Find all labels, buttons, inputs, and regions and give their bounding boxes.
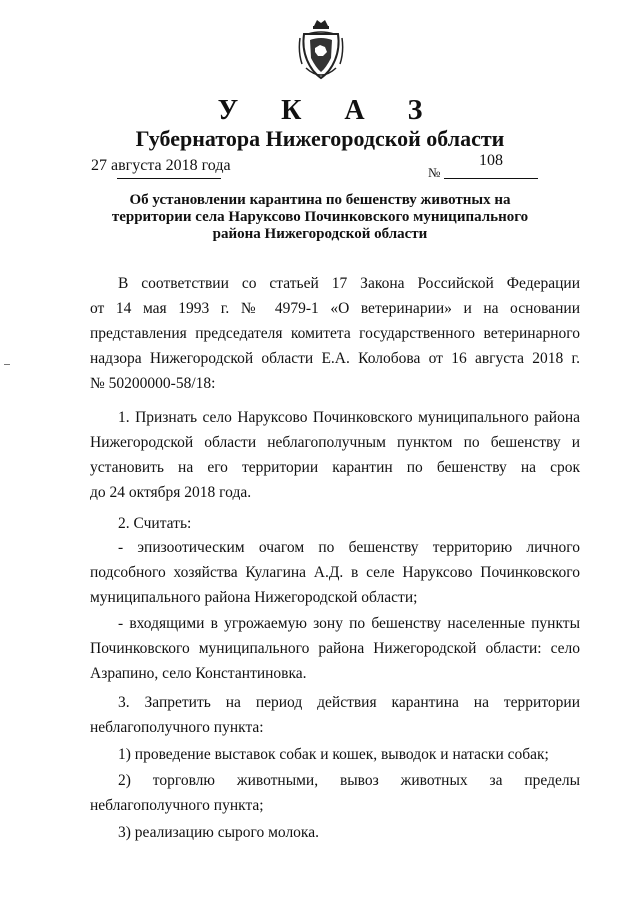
item3-1-line: 1) проведение выставок собак и кошек, выводок и натаски собак; <box>118 746 549 763</box>
preamble-line: представления председателя комитета государственного ветеринарного <box>90 325 580 342</box>
item2a-line: муниципального района Нижегородской области; <box>90 589 418 606</box>
heading-line: Об установлении карантина по бешенству животных на <box>129 192 511 208</box>
item1-line: 1. Признать село Наруксово Починковского муниципального района <box>118 409 580 426</box>
item3-line: 3. Запретить на период действия карантина на территории <box>118 694 580 711</box>
number-label: № <box>428 165 441 180</box>
item2a-line: - эпизоотическим очагом по бешенству территорию личного <box>118 539 580 556</box>
preamble-line: надзора Нижегородской области Е.А. Колобова от 16 августа 2018 г. <box>90 350 580 367</box>
item3-3-line: 3) реализацию сырого молока. <box>118 824 319 841</box>
decree-number: 108 <box>479 152 503 169</box>
item2-line: 2. Считать: <box>118 515 192 532</box>
decree-date: 27 августа 2018 года <box>91 157 231 174</box>
number-underline <box>444 178 538 179</box>
preamble-line: № 50200000-58/18: <box>90 375 216 392</box>
heading-line: района Нижегородской области <box>212 226 428 242</box>
preamble-line: от 14 мая 1993 г. № 4979-1 «О ветеринарии» и на основании <box>90 300 580 317</box>
document-title: У К А З <box>217 95 441 126</box>
item3-2-line: неблагополучного пункта; <box>90 797 264 814</box>
margin-mark <box>4 364 10 365</box>
item2b-line: - входящими в угрожаемую зону по бешенству населенные пункты <box>118 615 580 632</box>
heading-line: территории села Наруксово Починковского муниципального <box>111 209 529 225</box>
item3-2-line: 2) торговлю животными, вывоз животных за пределы <box>118 772 580 789</box>
item2a-line: подсобного хозяйства Кулагина А.Д. в селе Наруксово Починковского <box>90 564 580 581</box>
preamble-line: В соответствии со статьей 17 Закона Российской Федерации <box>118 275 580 292</box>
decree-heading <box>100 192 540 243</box>
item1-line: до 24 октября 2018 года. <box>90 484 252 501</box>
document-issuer: Губернатора Нижегородской области <box>135 126 505 151</box>
item2b-line: Азрапино, село Константиновка. <box>90 665 307 682</box>
coat-of-arms-emblem <box>298 18 344 82</box>
item2b-line: Починковского муниципального района Нижегородской области: село <box>90 640 580 657</box>
item1-line: установить на его территории карантин по бешенству на срок <box>90 459 580 476</box>
item1-line: Нижегородской области неблагополучным пунктом по бешенству и <box>90 434 580 451</box>
date-underline <box>117 178 221 179</box>
item3-line: неблагополучного пункта: <box>90 719 264 736</box>
